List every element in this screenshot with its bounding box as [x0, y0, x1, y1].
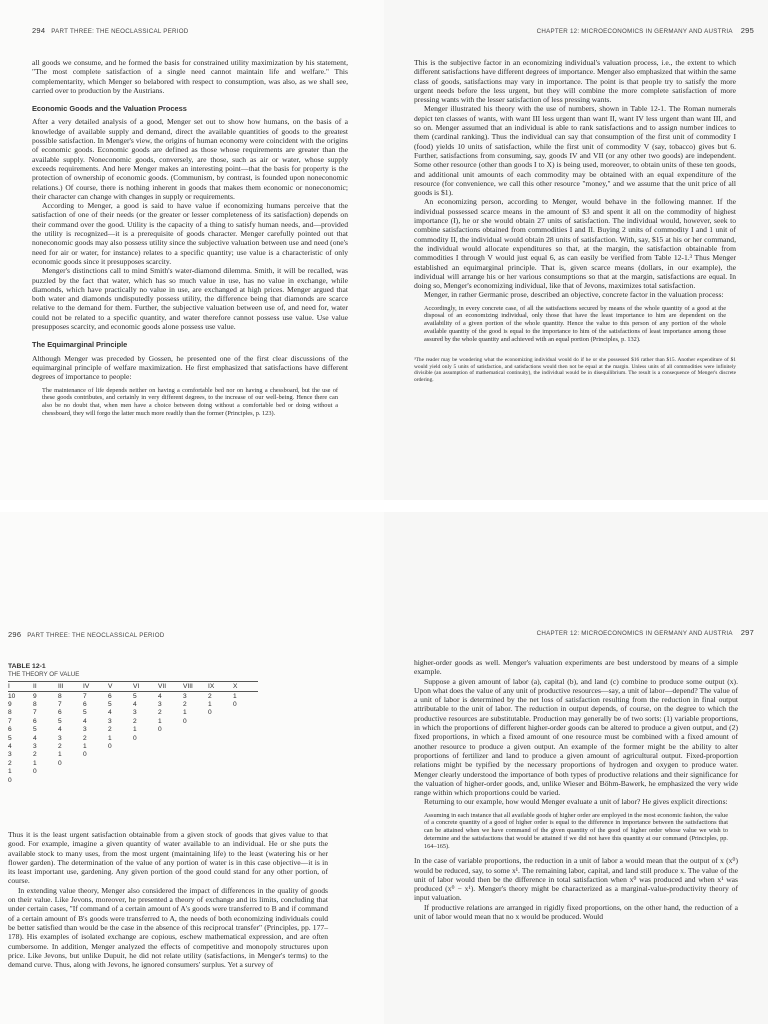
table-cell: 3: [33, 743, 37, 751]
table-cell: 0: [133, 734, 137, 742]
table-cell: [183, 734, 208, 742]
page-number: 295: [740, 26, 754, 35]
table-cell: 2: [33, 751, 37, 759]
table-cell: [183, 751, 208, 759]
table-cell: [208, 734, 233, 742]
table-cell: 1: [133, 726, 137, 734]
table-cell: 0: [58, 759, 62, 767]
table-body: [8, 692, 258, 785]
table-row: [8, 700, 258, 708]
text-column: [414, 58, 736, 384]
table-row: [8, 759, 258, 767]
table-cell: 10: [8, 692, 16, 700]
table-cell: 0: [108, 743, 112, 751]
paragraph: Thus it is the least urgent satisfaction obtainable from a given stock of goods that gives value to that good. For example, imagine a given quantity of water available to an individual. He or she puts the available stock to many uses, from the most urgent (maintaining life) to the least (watering his or her flower garden). The determination of the value of any portion of water is in this case objective—it is in its least important use, gardening. Any given portion of the good could stand for any other portion, of course.: [8, 830, 328, 886]
table-cell: 1: [158, 717, 162, 725]
running-head-text: PART THREE: THE NEOCLASSICAL PERIOD: [51, 28, 189, 35]
table-cell: 3: [133, 709, 137, 717]
table-cell: [233, 776, 258, 784]
table-cell: 4: [58, 726, 62, 734]
running-head-text: PART THREE: THE NEOCLASSICAL PERIOD: [27, 632, 165, 639]
table-cell: [233, 751, 258, 759]
table-cell: [183, 776, 208, 784]
table-cell: [158, 751, 183, 759]
paragraph: An economizing person, according to Menger, would behave in the following manner. If the individual possessed scarce means in the amount of $3 and spent it all on the commodity of highest importance (I), he or she would obtain 27 units of satisfaction. The individual would, however, seek to combine satisfactions obtained from commodities I and II. Buying 2 units of commodity I and 1 unit of commodity II, the individual would obtain 28 units of satisfaction. With, say, $15 at his or her command, the individual would allocate expenditures so that, at the margin, the satisfaction obtainable from commodities I through V would just equal 6, as can easily be verified from Table 12-1.³ Thus Menger established an equimarginal principle. That is, given scarce means (dollars, in our example), the individual will arrange his or her various consumptions so that at the margin, satisfactions are equal. In doing so, Menger's economizing individual, like that of Jevons, maximizes total satisfaction.: [414, 197, 736, 291]
table-cell: [133, 751, 158, 759]
table-cell: [108, 776, 133, 784]
page-number: 296: [8, 630, 22, 639]
table-cell: 1: [208, 701, 212, 709]
table-cell: [233, 709, 258, 717]
table-cell: 1: [83, 743, 87, 751]
table-row: [8, 768, 258, 776]
table-cell: [233, 768, 258, 776]
table-cell: 2: [8, 759, 12, 767]
table-row: [8, 717, 258, 725]
table-cell: 7: [33, 709, 37, 717]
table-cell: [208, 726, 233, 734]
table-cell: 1: [108, 734, 112, 742]
table-column-header: IX: [208, 682, 233, 692]
table-column-header: VIII: [183, 682, 208, 692]
running-head: [32, 26, 189, 35]
paragraph: If productive relations are arranged in rigidly fixed proportions, on the other hand, the reduction of a unit of labor would mean that no x would be produced. Would: [414, 902, 738, 922]
theory-of-value-table: [8, 681, 258, 784]
table-column-header: VI: [133, 682, 158, 692]
text-column: [32, 58, 348, 423]
table-cell: 1: [8, 768, 12, 776]
table-cell: 4: [83, 717, 87, 725]
table-header-row: [8, 682, 258, 692]
paragraph: Suppose a given amount of labor (a), capital (b), and land (c) combine to produce some output (x). Upon what does the value of any unit of productive resources—say, a unit of labor—depend? The value of a unit of labor is determined by the net loss of satisfaction resulting from the reduction in final output attributable to the unit of labor. The reduction in output depends, of course, on the degree to which the productive resources are substitutable. Production may generally be of two sorts: (1) variable proportions, in which the proportions of different higher-order goods can be altered to produce a given output, and (2) fixed proportions, in which a fixed amount of one resource must be combined with a fixed amount of another resource to produce a given output. An example of the former might be the ability to alter proportions of fertilizer and land to produce a given amount of agricultural output. Fixed-proportion relations might be typified by the necessary proportions of hydrogen and oxygen to produce water. Menger clearly understood the importance of both types of productive relations and their significance for the valuation of higher-order goods, and, unlike Wieser and Böhm-Bawerk, he emphasized the very wide range within which proportions could be varied.: [414, 676, 738, 798]
table-cell: 3: [183, 692, 187, 700]
table-cell: 5: [33, 726, 37, 734]
table-row: [8, 742, 258, 750]
table-cell: [233, 759, 258, 767]
text-column: [414, 658, 738, 921]
table-cell: 0: [33, 768, 37, 776]
table-cell: [133, 742, 158, 750]
paragraph: higher-order goods as well. Menger's valuation experiments are best understood by means of a simple example.: [414, 658, 738, 677]
table-cell: 3: [108, 717, 112, 725]
paragraph: After a very detailed analysis of a good, Menger set out to show how humans, on the basis of a knowledge of available supply and demand, direct the available quantities of goods to the greatest possible satisfaction. In Menger's view, the origins of human economy were coincident with the origins of economic goods. Economic goods are defined as those whose requirements are greater than the available supply. Noneconomic goods, conversely, are those, such as air or water, whose supply exceeds requirements. And here Menger makes an interesting point—that the basis for property is the protection of ownership of economic goods. (Communism, by contrast, is founded upon noneconomic relations.) Of course, there is nothing inherent in goods that makes them economic or noneconomic; their character can change with changes in supply or requirements.: [32, 117, 348, 201]
table-cell: 8: [8, 709, 12, 717]
table-column-header: X: [233, 682, 258, 692]
table-cell: 0: [8, 776, 12, 784]
table-cell: 6: [8, 726, 12, 734]
running-head: [8, 630, 165, 639]
table-cell: 9: [8, 701, 12, 709]
table-cell: 6: [83, 701, 87, 709]
paragraph: Returning to our example, how would Menger evaluate a unit of labor? He gives explicit directions:: [424, 797, 728, 807]
section-heading: Economic Goods and the Valuation Process: [32, 104, 187, 114]
table-cell: [133, 759, 158, 767]
block-quote: Accordingly, in every concrete case, of all the satisfactions secured by means of the whole quantity of a good at the disposal of an economizing individual, only those that have the least importance to him are dependent on the availability of a given portion of the whole quantity. Hence the value to this person of any portion of the whole available quantity of the good is equal to the importance to him of the satisfactions of least importance among those assured by the whole quantity and achieved with an equal portion (Principles, p. 132).: [424, 304, 726, 343]
running-head: [537, 628, 754, 637]
table-cell: 7: [58, 701, 62, 709]
table-column-header: I: [8, 682, 33, 692]
table-cell: 6: [33, 717, 37, 725]
table-cell: 1: [183, 709, 187, 717]
table-cell: 4: [108, 709, 112, 717]
table-cell: [133, 776, 158, 784]
page-number: 294: [32, 26, 46, 35]
table-cell: [83, 759, 108, 767]
table-title: TABLE 12-1: [8, 663, 46, 670]
paragraph: In extending value theory, Menger also considered the impact of differences in the quality of goods on their value. Like Jevons, moreover, he presented a theory of exchange and its limits, concluding that under certain cases, "If command of a certain amount of A's goods were transferred to B and if command of a certain amount of B's goods were transferred to A, the needs of both economizing individuals could be better satisfied than would be the case in the absence of this reciprocal transfer" (Principles, pp. 177–178). His examples of isolated exchange are copious, eschew mathematical expression, and are often cumbersome. In addition, Menger analyzed the effects of competitive and monopoly structures upon price. Like Jevons, but unlike Dupuit, he did not relate utility (satisfactions, in Menger's terms) to the demand curve. Thus, along with Jevons, he ignored consumers' surplus. Yet a survey of: [8, 885, 328, 970]
block-quote: Assuming in each instance that all available goods of higher order are employed in the most economic fashion, the value of a concrete quantity of a good of higher order is equal to the difference in importance between the satisfactions that can be attained when we have command of the given quantity of the good of higher order whose value we wish to determine and the satisfactions that would be attained if we did not have this quantity at our command (Principles, pp. 164–165).: [424, 811, 728, 850]
paragraph: In the case of variable proportions, the reduction in a unit of labor a would mean that the output of x (x⁰) would be reduced, say, to some x¹. The remaining labor, capital, and land still produce x. The value of the unit of labor would then be the difference in total satisfaction when x⁰ was produced and when x¹ was produced (x⁰ − x¹). Menger's theory might be characterized as a marginal-value-productivity theory of input valuation.: [414, 856, 738, 903]
table-cell: 2: [108, 726, 112, 734]
table-cell: [208, 776, 233, 784]
table-cell: [208, 759, 233, 767]
page-number: 297: [740, 628, 754, 637]
table-cell: 4: [133, 701, 137, 709]
table-cell: 1: [33, 759, 37, 767]
table-column-header: II: [33, 682, 58, 692]
table-row: [8, 776, 258, 784]
table-cell: 4: [158, 692, 162, 700]
table-cell: 5: [58, 717, 62, 725]
running-head: [537, 26, 754, 35]
paragraph: Although Menger was preceded by Gossen, he presented one of the first clear discussions of the equimarginal principle of welfare maximization. He first emphasized that satisfactions have different degrees of importance to people:: [32, 353, 348, 382]
table-row: [8, 751, 258, 759]
table-cell: [108, 751, 133, 759]
table-cell: [58, 768, 83, 776]
table-cell: 8: [33, 701, 37, 709]
table-cell: [183, 742, 208, 750]
table-column-header: V: [108, 682, 133, 692]
table-column-header: III: [58, 682, 83, 692]
table-cell: 2: [158, 709, 162, 717]
table-cell: 7: [8, 717, 12, 725]
table-cell: 7: [83, 692, 87, 700]
table-cell: 0: [83, 751, 87, 759]
table-cell: [208, 717, 233, 725]
table-row: [8, 734, 258, 742]
table-row: [8, 692, 258, 701]
table-cell: 0: [158, 726, 162, 734]
table-cell: [183, 726, 208, 734]
page-294: [0, 0, 384, 500]
paragraph: Menger illustrated his theory with the use of numbers, shown in Table 12-1. The Roman numerals depict ten classes of wants, with want III less urgent than want II, want IV less urgent than want III, and so on. Menger assumed that an individual is able to rank satisfactions and to assign number indices to them (cardinal ranking). Thus the individual can say that consumption of the first unit of commodity I (food) yields 10 units of satisfaction, while the first unit of commodity V (say, tobacco) gives but 6. Further, satisfactions from consuming, say, goods IV and VII (or any other two goods) are independent. Some other resource (other than goods I to X) is being used, moreover, to obtain units of these ten goods, and additional unit amounts of each commodity may be obtained with an equal expenditure of the resource (for convenience, we call this other resource "money," and we assume that the unit price of all goods is $1).: [414, 104, 736, 198]
table-row: [8, 726, 258, 734]
table-cell: 2: [58, 743, 62, 751]
table-cell: [58, 776, 83, 784]
table-cell: [133, 768, 158, 776]
page-296: [0, 512, 384, 1024]
table-cell: 3: [58, 734, 62, 742]
table-cell: [158, 768, 183, 776]
table-cell: [158, 776, 183, 784]
table-cell: [158, 759, 183, 767]
table-cell: 4: [8, 743, 12, 751]
page-297: [384, 512, 768, 1024]
value-table-block: [8, 663, 278, 784]
table-cell: [83, 768, 108, 776]
section-heading: The Equimarginal Principle: [32, 340, 128, 350]
table-cell: 2: [133, 717, 137, 725]
table-cell: 0: [183, 717, 187, 725]
table-cell: 6: [58, 709, 62, 717]
table-row: [8, 709, 258, 717]
table-cell: [233, 717, 258, 725]
table-cell: 4: [33, 734, 37, 742]
table-cell: 3: [158, 701, 162, 709]
table-cell: [33, 776, 58, 784]
paragraph: all goods we consume, and he formed the basis for constrained utility maximization by his statement, "The most complete satisfaction of a single need cannot maintain life and welfare." This complementarity, which Menger so belabored with respect to consumption, was also, as we shall see, carried over to production by the Austrians.: [32, 58, 348, 95]
table-cell: 9: [33, 692, 37, 700]
table-cell: 5: [83, 709, 87, 717]
paragraph: Menger, in rather Germanic prose, described an objective, concrete factor in the valuation process:: [424, 290, 724, 300]
table-cell: 2: [83, 734, 87, 742]
table-cell: 6: [108, 692, 112, 700]
text-column: [8, 830, 328, 969]
table-cell: [208, 768, 233, 776]
block-quote: The maintenance of life depends neither on having a comfortable bed nor on having a chessboard, but the use of these goods contributes, and certainly in very different degrees, to the increase of our well-being. Hence there can also be no doubt that, when men have a choice between doing without a comfortable bed or doing without a chessboard, they will forgo the latter much more readily than the former (Principles, p. 123).: [42, 386, 338, 417]
footnote: ³The reader may be wondering what the economizing individual would do if he or she possessed $16 rather than $15. Another expenditure of $1 would yield only 5 units of satisfaction, and satisfactions would then not be equal at the margin. Unless units of all commodities were infinitely divisible (an assumption of mathematical continuity), the individual would be in disequilibrium. The result is a consequence of Menger's discrete ordering.: [414, 357, 736, 384]
table-cell: [83, 776, 108, 784]
table-cell: 3: [83, 726, 87, 734]
paragraph: According to Menger, a good is said to have value if economizing humans perceive that the satisfaction of one of their needs (or the greater or lesser completeness of its satisfaction) depends on their command over the good. Utility is the capacity of a thing to satisfy human needs, and—provided the utility is recognized—it is a prerequisite of goods character. Menger carefully pointed out that noneconomic goods may also possess utility since the subjective valuation between use and need (one's need for air or water, for instance) relates to a specific quantity; use value is a characteristic of only economic goods since it presupposes scarcity.: [32, 201, 348, 266]
table-cell: 0: [233, 701, 237, 709]
table-cell: 5: [108, 701, 112, 709]
table-cell: [233, 742, 258, 750]
paragraph: This is the subjective factor in an economizing individual's valuation process, i.e., the extent to which different satisfactions have different degrees of importance. Menger also emphasized that within the same class of goods, satisfactions may vary in importance. The point is that people try to satisfy the more urgent needs before the less urgent, but they will combine the more complete satisfaction of more pressing wants with the lesser satisfaction of less pressing wants.: [414, 58, 736, 105]
table-cell: 3: [8, 751, 12, 759]
table-cell: [208, 751, 233, 759]
table-cell: 1: [58, 751, 62, 759]
table-cell: [108, 759, 133, 767]
table-column-header: VII: [158, 682, 183, 692]
table-subtitle: THE THEORY OF VALUE: [8, 671, 80, 678]
table-cell: [183, 759, 208, 767]
table-cell: 5: [133, 692, 137, 700]
paragraph: Menger's distinctions call to mind Smith's water-diamond dilemma. Smith, it will be recalled, was puzzled by the fact that water, which has so much value in use, has no value in exchange, while diamonds, which have practically no value in use, are exchanged at high prices. Menger argued that both water and diamonds undisputedly possess utility, the difference being that diamonds are scarce relative to the demand for them. Further, the subjective valuation between use of, and need for, water could not be related to a specific quantity, and water therefore cannot possess use value. Use value presupposes scarcity, and economic goods alone possess use value.: [32, 266, 348, 332]
page-295: [384, 0, 768, 500]
table-cell: 5: [8, 734, 12, 742]
running-head-text: CHAPTER 12: MICROECONOMICS IN GERMANY AND AUSTRIA: [536, 630, 733, 637]
table-cell: 2: [183, 701, 187, 709]
table-cell: [208, 742, 233, 750]
table-cell: [158, 734, 183, 742]
table-cell: 0: [208, 709, 212, 717]
table-cell: 8: [58, 692, 62, 700]
table-cell: 1: [233, 692, 237, 700]
running-head-text: CHAPTER 12: MICROECONOMICS IN GERMANY AND AUSTRIA: [536, 28, 733, 35]
table-cell: [108, 768, 133, 776]
table-cell: [233, 726, 258, 734]
table-cell: 2: [208, 692, 212, 700]
table-cell: [233, 734, 258, 742]
table-cell: [183, 768, 208, 776]
table-cell: [158, 742, 183, 750]
table-column-header: IV: [83, 682, 108, 692]
